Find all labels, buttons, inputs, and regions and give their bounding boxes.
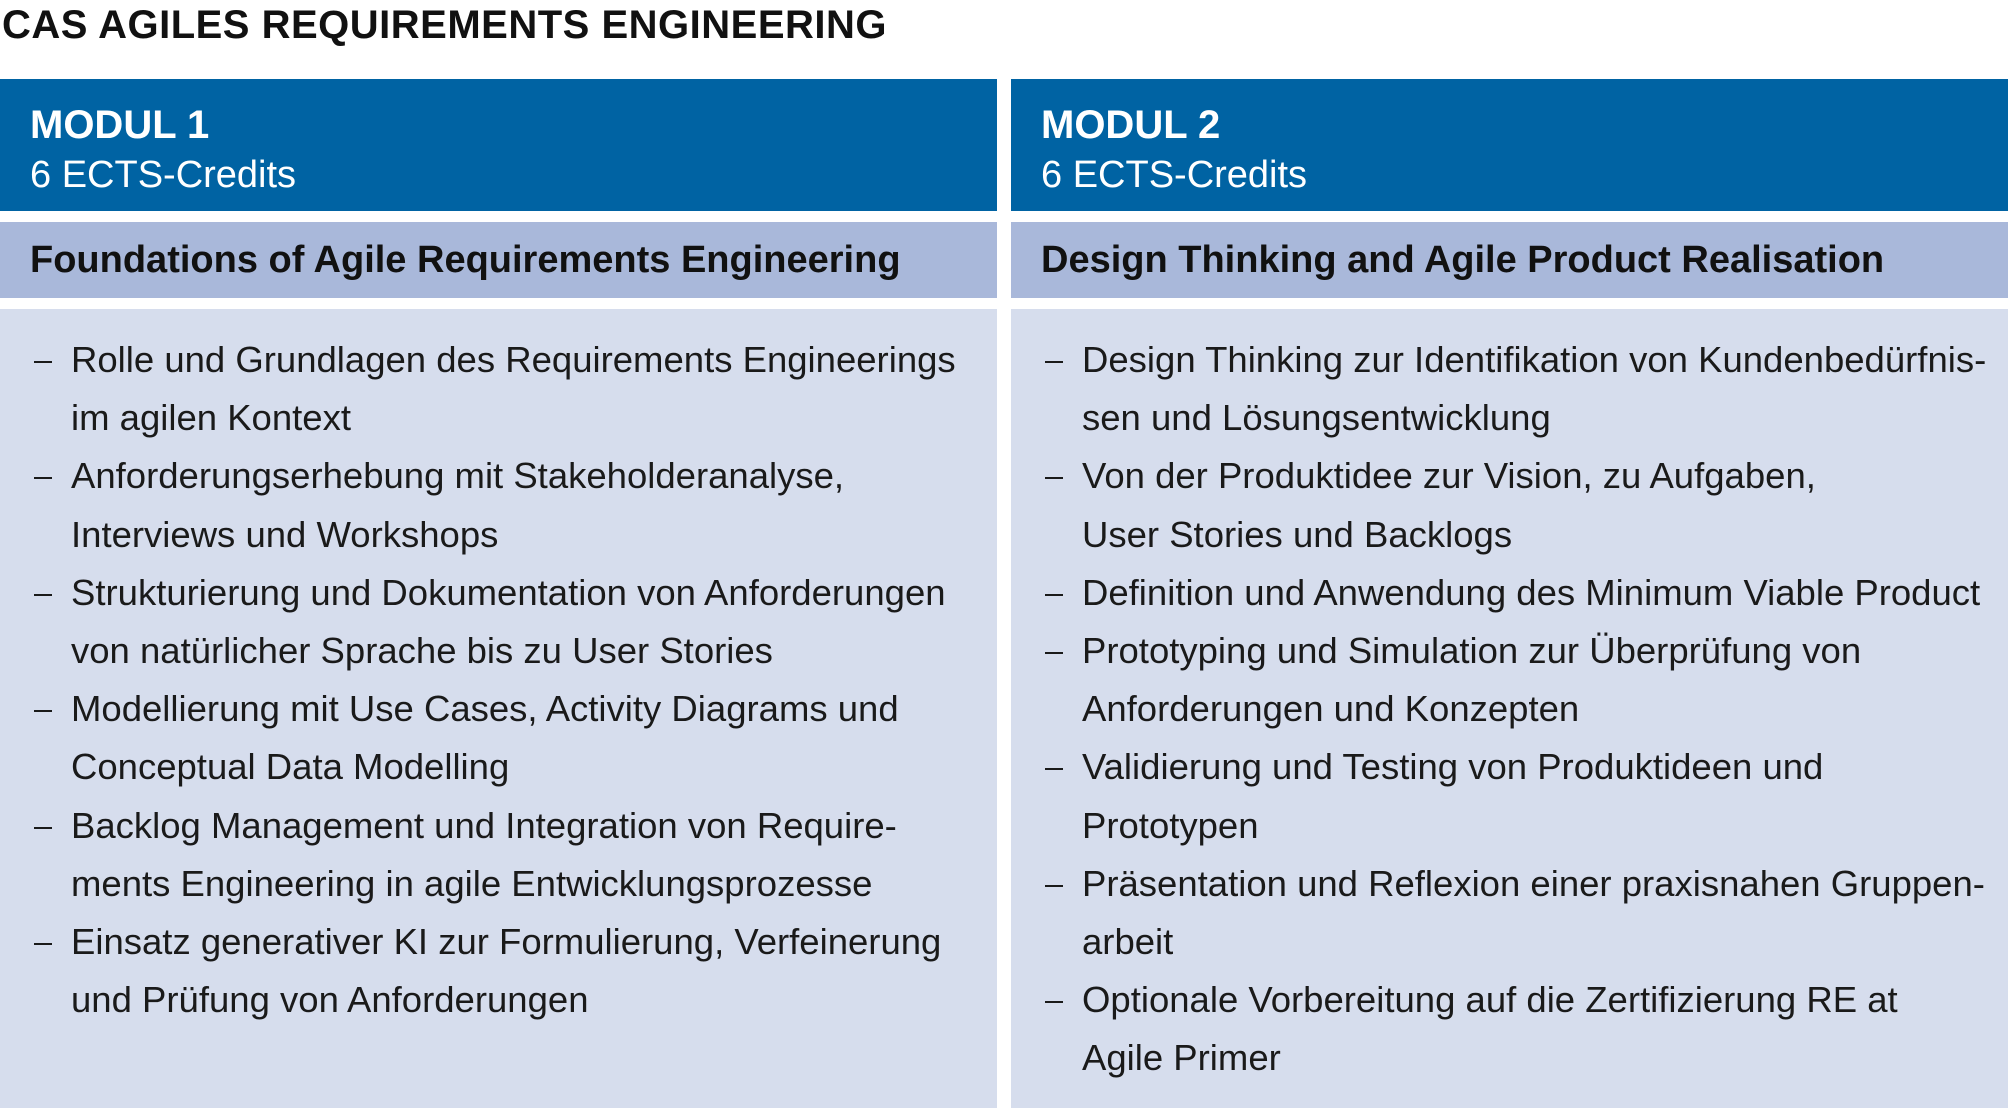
topic-item	[30, 447, 997, 563]
topic-item	[1041, 855, 2008, 971]
topic-text: Optionale Vorbereitung auf die Zertifizierung RE at Agile Primer	[1082, 979, 1898, 1079]
topic-text: Prototyping und Simulation zur Überprüfung von Anforderungen und Konzepten	[1082, 630, 1862, 730]
topic-item	[1041, 971, 2008, 1087]
topic-item	[30, 797, 997, 913]
module-1-credits: 6 ECTS-Credits	[30, 154, 297, 196]
module-2-name: MODUL 2	[1041, 103, 1221, 147]
topic-item	[30, 913, 997, 1029]
module-1-header	[0, 79, 997, 211]
topic-item	[30, 680, 997, 796]
topic-item	[30, 564, 997, 680]
topic-text: Strukturierung und Dokumentation von Anforderungen von natürlicher Sprache bis zu User Stories	[71, 571, 946, 672]
module-2-header	[1011, 79, 2008, 211]
page-title: CAS AGILES REQUIREMENTS ENGINEERING	[2, 3, 887, 47]
topic-item	[1041, 331, 2008, 447]
topic-text: Von der Produktidee zur Vision, zu Aufgaben, User Stories und Backlogs	[1082, 455, 1816, 555]
topic-text: Definition und Anwendung des Minimum Viable Product	[1082, 571, 1981, 613]
module-2-topics	[1011, 309, 2008, 1108]
module-1	[0, 79, 997, 1108]
topic-item	[1041, 564, 2008, 622]
module-2-credits: 6 ECTS-Credits	[1041, 154, 1308, 196]
topic-text: Design Thinking zur Identifikation von Kundenbedürfnis- sen und Lösungsentwicklung	[1082, 339, 1987, 439]
module-1-topics	[0, 309, 997, 1108]
topic-item	[1041, 622, 2008, 738]
module-2	[1011, 79, 2008, 1108]
module-1-subtitle: Foundations of Agile Requirements Engineering	[0, 222, 997, 298]
topic-text: Modellierung mit Use Cases, Activity Diagrams und Conceptual Data Modelling	[71, 688, 899, 788]
topic-item	[1041, 447, 2008, 563]
topic-text: Validierung und Testing von Produktideen und Prototypen	[1082, 746, 1824, 846]
topic-item	[1041, 738, 2008, 854]
topic-text: Anforderungserhebung mit Stakeholderanalyse, Interviews und Workshops	[71, 455, 845, 555]
topic-text: Einsatz generativer KI zur Formulierung, Verfeinerung und Prüfung von Anforderungen	[71, 921, 942, 1021]
module-2-subtitle: Design Thinking and Agile Product Realisation	[1011, 222, 2008, 298]
topic-text: Rolle und Grundlagen des Requirements Engineerings im agilen Kontext	[71, 339, 956, 439]
topic-item	[30, 331, 997, 447]
module-1-name: MODUL 1	[30, 103, 210, 147]
topic-text: Backlog Management und Integration von Require- ments Engineering in agile Entwicklungsprozesse	[71, 804, 897, 904]
topic-text: Präsentation und Reflexion einer praxisnahen Gruppen- arbeit	[1082, 862, 1985, 963]
module-2-topic-list	[1041, 331, 2008, 1088]
module-1-topic-list	[30, 331, 997, 1029]
